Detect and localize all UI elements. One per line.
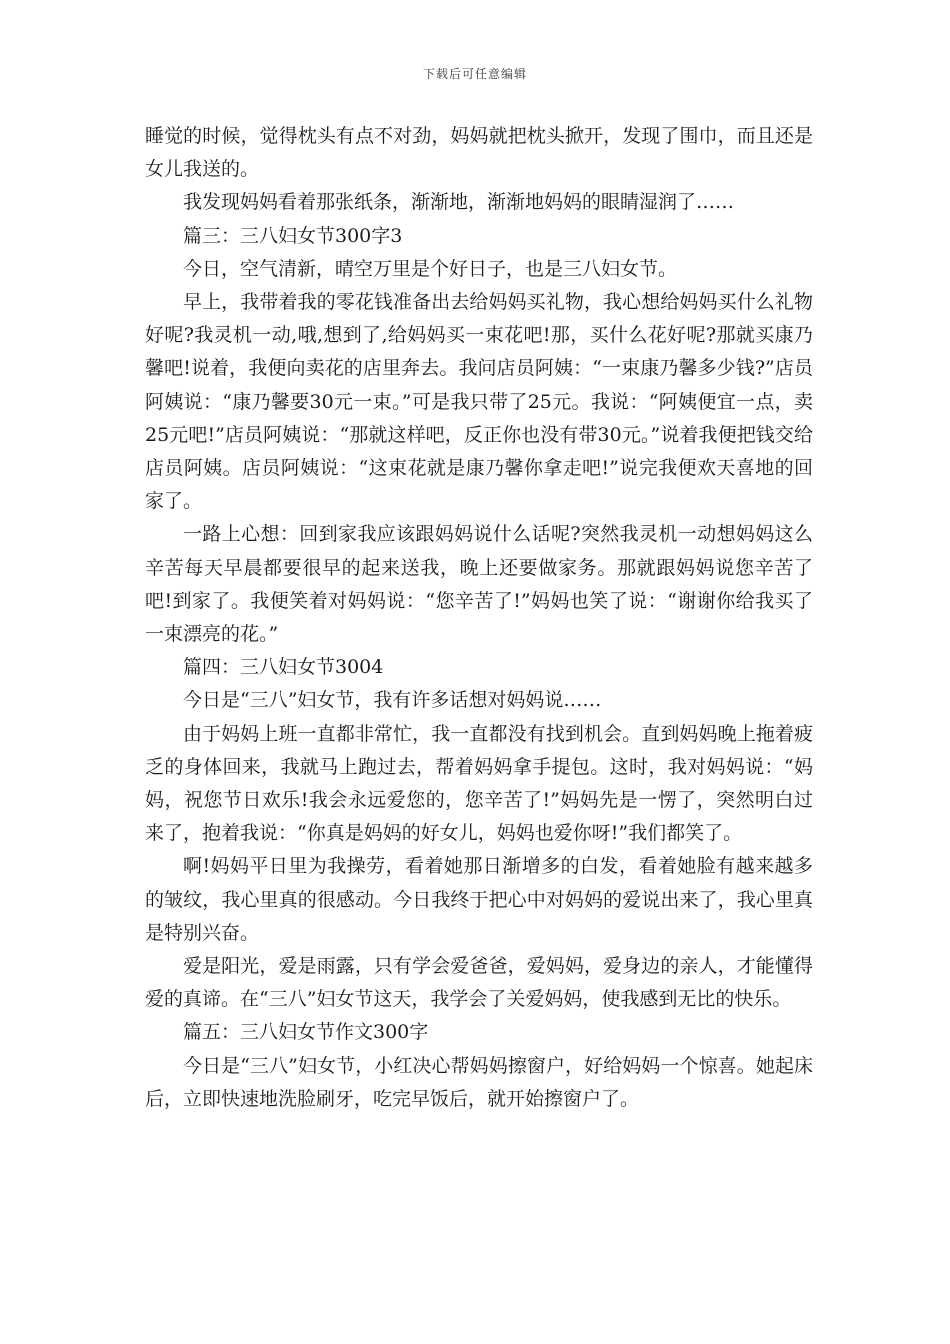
paragraph: 今日，空气清新，晴空万里是个好日子，也是三八妇女节。 bbox=[183, 257, 678, 280]
section-heading: 篇五：三八妇女节作文300字 bbox=[183, 1021, 429, 1044]
paragraph: 我发现妈妈看着那张纸条，渐渐地，渐渐地妈妈的眼睛湿润了…… bbox=[183, 191, 735, 214]
document-body bbox=[145, 120, 813, 1116]
page-header: 下载后可任意编辑 bbox=[422, 67, 527, 81]
paragraph: 早上，我带着我的零花钱准备出去给妈妈买礼物，我心想给妈妈买什么礼物好呢?我灵机一动,哦,想到了,给妈妈买一束花吧!那，买什么花好呢?那就买康乃馨吧!说着，我便向卖花的店里奔去。我问店员阿姨：“一束康乃馨多少钱?”店员阿姨说：“康乃馨要30元一束。”可是我只带了25元。我说：“阿姨便宜一点，卖25元吧!”店员阿姨说：“那就这样吧，反正你也没有带30元。”说着我便把钱交给店员阿姨。店员阿姨说：“这束花就是康乃馨你拿走吧!”说完我便欢天喜地的回家了。 bbox=[145, 291, 813, 513]
section-heading: 篇四：三八妇女节3004 bbox=[183, 656, 384, 679]
paragraph: 今日是“三八”妇女节，小红决心帮妈妈擦窗户，好给妈妈一个惊喜。她起床后，立即快速地洗脸刷牙，吃完早饭后，就开始擦窗户了。 bbox=[145, 1054, 813, 1110]
paragraph: 啊!妈妈平日里为我操劳，看着她那日渐增多的白发，看着她脸有越来越多的皱纹，我心里真的很感动。今日我终于把心中对妈妈的爱说出来了，我心里真是特别兴奋。 bbox=[145, 855, 813, 944]
paragraph: 由于妈妈上班一直都非常忙，我一直都没有找到机会。直到妈妈晚上拖着疲乏的身体回来，我就马上跑过去，帮着妈妈拿手提包。这时，我对妈妈说：“妈妈，祝您节日欢乐!我会永远爱您的，您辛苦了!”妈妈先是一愣了，突然明白过来了，抱着我说：“你真是妈妈的好女儿，妈妈也爱你呀!”我们都笑了。 bbox=[145, 722, 813, 845]
paragraph-continuation: 睡觉的时候，觉得枕头有点不对劲，妈妈就把枕头掀开，发现了围巾，而且还是女儿我送的。 bbox=[145, 125, 813, 181]
section-heading: 篇三：三八妇女节300字3 bbox=[183, 224, 403, 247]
paragraph: 爱是阳光，爱是雨露，只有学会爱爸爸，爱妈妈，爱身边的亲人，才能懂得爱的真谛。在“三八”妇女节这天，我学会了关爱妈妈，使我感到无比的快乐。 bbox=[145, 955, 813, 1011]
paragraph: 一路上心想：回到家我应该跟妈妈说什么话呢?突然我灵机一动想妈妈这么辛苦每天早晨都要很早的起来送我，晚上还要做家务。那就跟妈妈说您辛苦了吧!到家了。我便笑着对妈妈说：“您辛苦了!”妈妈也笑了说：“谢谢你给我买了一束漂亮的花。” bbox=[145, 523, 813, 646]
paragraph: 今日是“三八”妇女节，我有许多话想对妈妈说…… bbox=[183, 689, 602, 712]
